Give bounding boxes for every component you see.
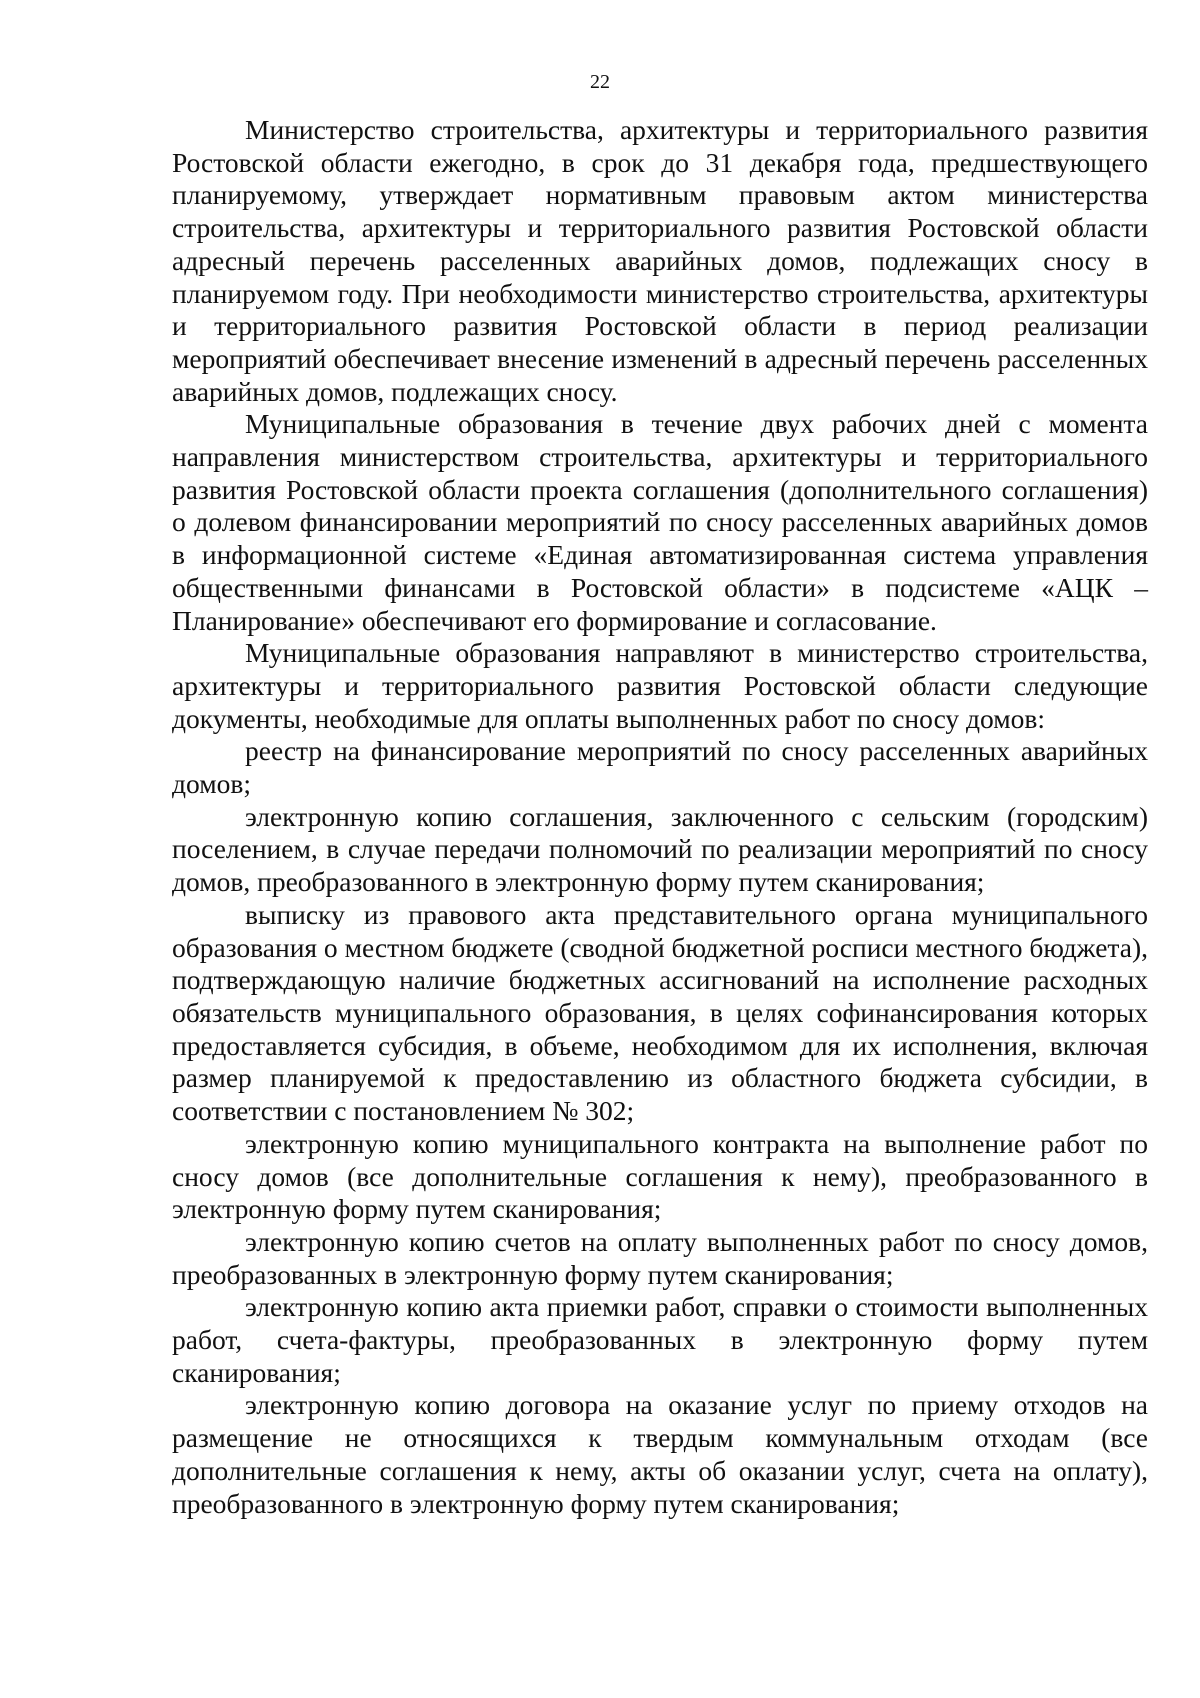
list-item: электронную копию счетов на оплату выполненных работ по сносу домов, преобразованных в электронную форму путем сканирования; — [172, 1225, 1148, 1290]
list-item: электронную копию акта приемки работ, справки о стоимости выполненных работ, счета-фактуры, преобразованных в электронную форму путем сканирования; — [172, 1291, 1148, 1388]
list-item: реестр на финансирование мероприятий по сносу расселенных аварийных домов; — [172, 735, 1148, 800]
list-item: выписку из правового акта представительного органа муниципального образования о местном бюджете (сводной бюджетной росписи местного бюджета), подтверждающую наличие бюджетных ассигнований на исполнение расходных обязательств муниципального образования, в целях софинансирования которых предоставляется субсидия, в объеме, необходимом для их исполнения, включая размер планируемой к предоставлению из областного бюджета субсидии, в соответствии с постановлением № 302; — [172, 898, 1148, 1127]
paragraph: Муниципальные образования направляют в министерство строительства, архитектуры и территориального развития Ростовской области следующие документы, необходимые для оплаты выполненных работ по сносу домов: — [172, 637, 1148, 734]
document-body — [172, 114, 1148, 1520]
page-number: 22 — [590, 71, 610, 93]
list-item: электронную копию соглашения, заключенного с сельским (городским) поселением, в случае передачи полномочий по реализации мероприятий по сносу домов, преобразованного в электронную форму путем сканирования; — [172, 800, 1148, 898]
paragraph: Министерство строительства, архитектуры и территориального развития Ростовской области ежегодно, в срок до 31 декабря года, предшествующего планируемому, утверждает нормативным правовым актом министерства строительства, архитектуры и территориального развития Ростовской области адресный перечень расселенных аварийных домов, подлежащих сносу в планируемом году. При необходимости министерство строительства, архитектуры и территориального развития Ростовской области в период реализации мероприятий обеспечивает внесение изменений в адресный перечень расселенных аварийных домов, подлежащих сносу. — [172, 114, 1148, 407]
list-item: электронную копию договора на оказание услуг по приему отходов на размещение не относящихся к твердым коммунальным отходам (все дополнительные соглашения к нему, акты об оказании услуг, счета на оплату), преобразованного в электронную форму путем сканирования; — [172, 1389, 1148, 1519]
list-item: электронную копию муниципального контракта на выполнение работ по сносу домов (все дополнительные соглашения к нему), преобразованного в электронную форму путем сканирования; — [172, 1127, 1148, 1225]
paragraph: Муниципальные образования в течение двух рабочих дней с момента направления министерством строительства, архитектуры и территориального развития Ростовской области проекта соглашения (дополнительного соглашения) о долевом финансировании мероприятий по сносу расселенных аварийных домов в информационной системе «Единая автоматизированная система управления общественными финансами в Ростовской области» в подсистеме «АЦК – Планирование» обеспечивают его формирование и согласование. — [172, 408, 1148, 636]
